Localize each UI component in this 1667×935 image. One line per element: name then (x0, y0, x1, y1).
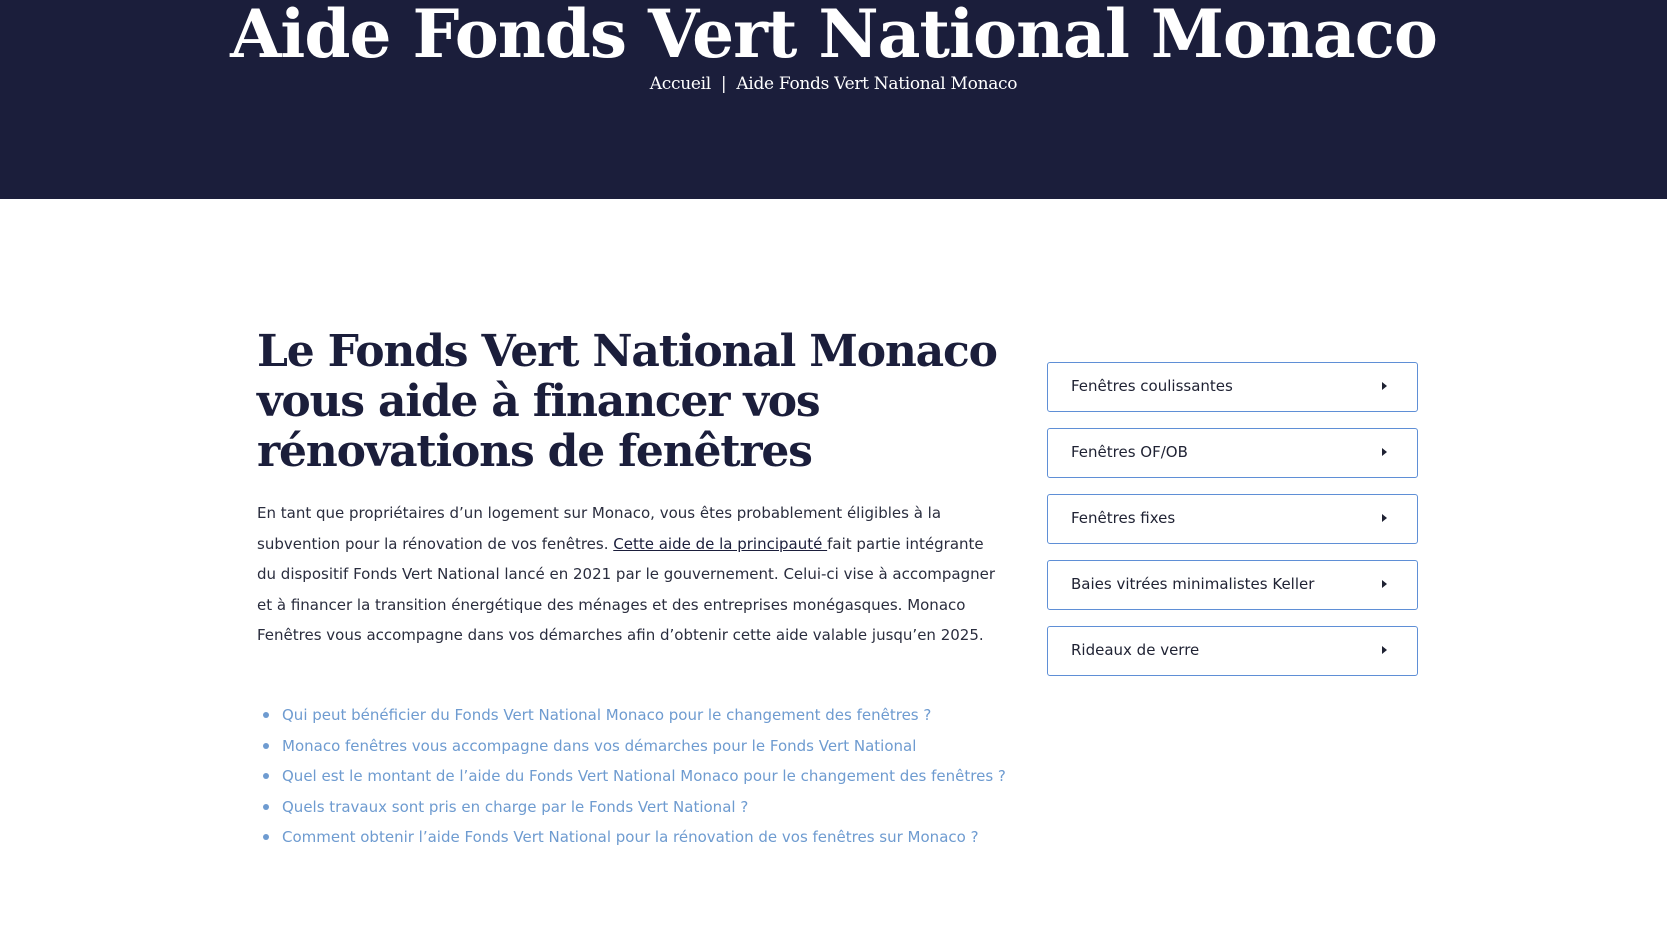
toc-link-how-to-obtain[interactable]: Comment obtenir l’aide Fonds Vert National pour la rénovation de vos fenêtres sur Monaco ? (282, 828, 979, 846)
bullet-icon (263, 834, 269, 840)
sidebar-item-label: Baies vitrées minimalistes Keller (1071, 575, 1315, 593)
page-hero (0, 0, 1667, 199)
sidebar-item-label: Rideaux de verre (1071, 641, 1200, 659)
caret-right-icon (1382, 448, 1387, 456)
section-heading: Le Fonds Vert National Monaco vous aide à financer vos rénovations de fenêtres (257, 326, 997, 477)
intro-paragraph (257, 498, 1002, 651)
product-sidebar-menu (1047, 362, 1418, 692)
toc-link-who-can-benefit[interactable]: Qui peut bénéficier du Fonds Vert National Monaco pour le changement des fenêtres ? (282, 706, 932, 724)
sidebar-item-label: Fenêtres fixes (1071, 509, 1176, 527)
breadcrumb-home-link[interactable]: Accueil (649, 74, 711, 94)
sidebar-item-tilt-turn-windows[interactable] (1047, 428, 1418, 478)
page-title: Aide Fonds Vert National Monaco (230, 0, 1437, 73)
intro-text-1: En tant que propriétaires d’un logement sur Monaco, vous êtes probablement éligibles à la subvention pour la rénovation de vos fenêtres. (257, 504, 942, 553)
caret-right-icon (1382, 580, 1387, 588)
sidebar-item-label: Fenêtres OF/OB (1071, 443, 1188, 461)
table-of-contents (257, 700, 1027, 853)
toc-item (282, 822, 1027, 853)
toc-item (282, 761, 1027, 792)
bullet-icon (263, 804, 269, 810)
bullet-icon (263, 773, 269, 779)
toc-link-amount[interactable]: Quel est le montant de l’aide du Fonds Vert National Monaco pour le changement des fenêtres ? (282, 767, 1006, 785)
breadcrumb-separator: | (720, 74, 727, 94)
bullet-icon (263, 712, 269, 718)
toc-item (282, 731, 1027, 762)
bullet-icon (263, 743, 269, 749)
breadcrumb (0, 72, 1667, 96)
caret-right-icon (1382, 646, 1387, 654)
principality-aid-link[interactable]: Cette aide de la principauté (613, 534, 828, 553)
sidebar-item-keller-bay-windows[interactable] (1047, 560, 1418, 610)
caret-right-icon (1382, 514, 1387, 522)
sidebar-item-glass-curtains[interactable] (1047, 626, 1418, 676)
sidebar-item-fixed-windows[interactable] (1047, 494, 1418, 544)
sidebar-item-sliding-windows[interactable] (1047, 362, 1418, 412)
breadcrumb-current: Aide Fonds Vert National Monaco (736, 74, 1018, 94)
toc-link-eligible-works[interactable]: Quels travaux sont pris en charge par le Fonds Vert National ? (282, 797, 749, 816)
sidebar-item-label: Fenêtres coulissantes (1071, 377, 1233, 395)
intro-text-2: fait partie intégrante du dispositif Fonds Vert National lancé en 2021 par le gouvernement. Celui-ci vise à accompagner et à financer la transition énergétique des ménages et des entreprises monégasques. Monaco Fenêtres vous accompagne dans vos démarches afin d’obtenir cette aide valable jusqu’en 2025. (257, 534, 996, 644)
toc-item (282, 792, 1027, 823)
toc-link-support[interactable]: Monaco fenêtres vous accompagne dans vos démarches pour le Fonds Vert National (282, 736, 917, 755)
caret-right-icon (1382, 382, 1387, 390)
toc-item (282, 700, 1027, 731)
